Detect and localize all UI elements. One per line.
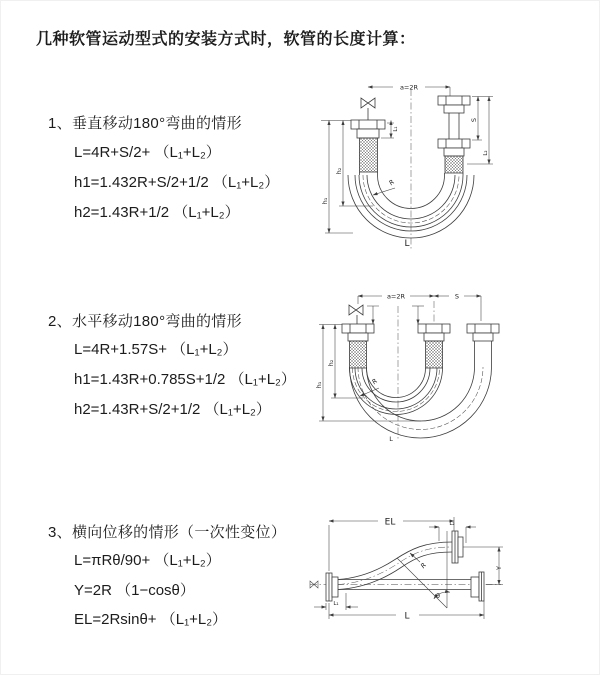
theta-label: θ (436, 592, 440, 600)
dim-h1-label: h₁ (321, 197, 329, 205)
diagram-vertical-180-bend (313, 73, 583, 255)
section1-heading: 1、垂直移动180°弯曲的情形 (48, 115, 242, 132)
dimension-a2r (358, 293, 434, 301)
radius-label: R (370, 376, 380, 386)
length-label: L (404, 239, 410, 249)
radius-leader (373, 178, 396, 195)
top-right-fitting (452, 531, 463, 563)
dim-y-label: Y (495, 566, 503, 570)
left-fitting (351, 120, 385, 172)
left-fitting (342, 324, 374, 368)
outer-u-arcs (350, 367, 492, 438)
middle-fitting (418, 324, 450, 368)
dimension-l (329, 601, 484, 622)
dim-s-label: S (454, 292, 460, 301)
dim-h2-label: h₂ (335, 167, 343, 175)
dim-span-label: a=2R (399, 83, 419, 92)
dim-s-label: S (470, 117, 478, 123)
dim-l1-label: L₁ (333, 601, 339, 607)
right-fitting-lower (438, 139, 470, 173)
fitting-length-marks (367, 306, 424, 324)
section2-formula-h1: h1=1.43R+0.785S+1/2 （L₁+L₂） (74, 371, 296, 388)
section3-formula-L: L=πRθ/90+ （L₁+L₂） (74, 552, 221, 569)
section2-heading: 2、水平移动180°弯曲的情形 (48, 313, 242, 330)
section2-formula-h2: h2=1.43R+S/2+1/2 （L₁+L₂） (74, 401, 271, 418)
dim-l2-label: L₂ (483, 150, 489, 156)
dim-l-label: L (404, 611, 410, 622)
dim-l2-label: L₂ (449, 521, 455, 527)
bottom-right-fitting (471, 572, 484, 601)
s-curve-hose (338, 542, 452, 590)
diagram-lateral-displacement (304, 511, 506, 629)
section1-formula-L: L=4R+S/2+ （L₁+L₂） (74, 144, 221, 161)
section3-heading: 3、横向位移的情形（一次性变位） (48, 524, 287, 541)
length-label: L (389, 435, 393, 443)
section3-formula-EL: EL=2Rsinθ+ （L₁+L₂） (74, 611, 228, 628)
section2-formula-L: L=4R+1.57S+ （L₁+L₂） (74, 341, 238, 358)
valve-icon (361, 98, 375, 120)
right-fitting-upper (438, 96, 470, 139)
dim-h1-label: h₁ (315, 381, 323, 389)
dim-el-label: EL (384, 517, 396, 528)
bottom-left-fitting (326, 573, 338, 601)
valve-icon (349, 305, 363, 324)
diagram-horizontal-180-bend (311, 284, 589, 446)
dimension-s (358, 293, 481, 321)
dimension-el (329, 517, 454, 571)
section3-formula-Y: Y=2R （1−cosθ） (74, 582, 195, 599)
section1-formula-h2: h2=1.43R+1/2 （L₁+L₂） (74, 204, 240, 221)
inner-u-arcs (350, 368, 443, 414)
dim-l1-label: L₁ (393, 126, 399, 132)
page-title: 几种软管运动型式的安装方式时，软管的长度计算： (36, 31, 416, 48)
radius-label: R (387, 177, 397, 187)
dimension-s (467, 97, 493, 165)
radius-label: R (419, 561, 429, 571)
right-fitting (467, 324, 499, 367)
dimension-a2r (368, 84, 450, 96)
dim-span-label: a=2R (386, 292, 406, 301)
centerlines (398, 301, 434, 441)
radius-leader (360, 377, 379, 396)
dim-h2-label: h₂ (327, 359, 335, 367)
section1-formula-h1: h1=1.432R+S/2+1/2 （L₁+L₂） (74, 174, 280, 191)
